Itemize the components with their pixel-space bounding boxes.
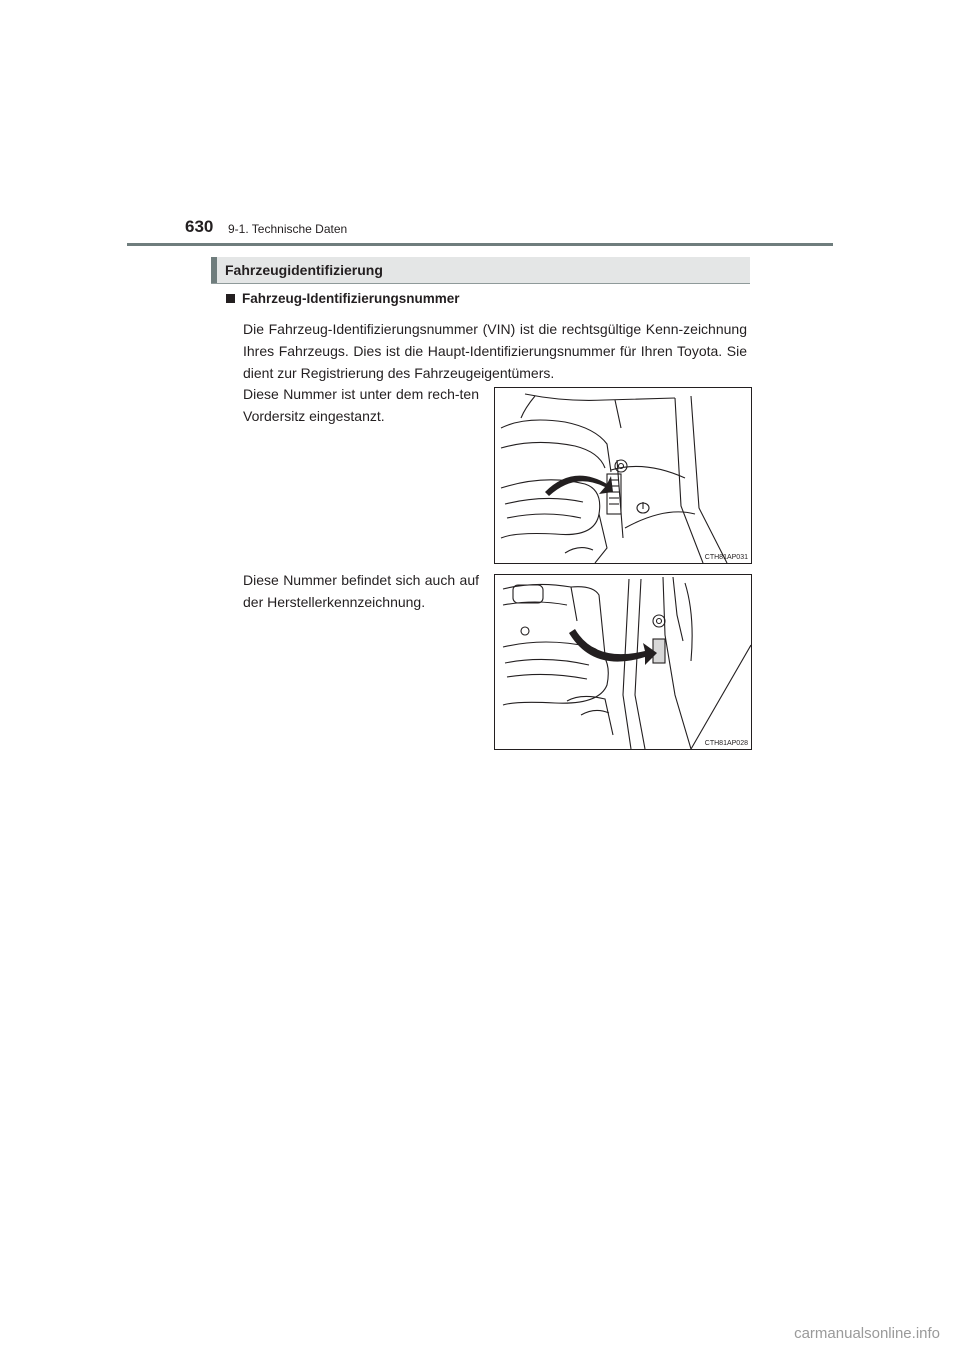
pointer-arrow-icon <box>545 476 613 496</box>
page-number: 630 <box>185 217 214 236</box>
intro-paragraph: Die Fahrzeug-Identifizierungsnummer (VIN) ist die rechtsgültige Kenn-zeichnung Ihres Fahrzeugs. Dies ist die Haupt-Identifizierungsnummer für Ihren Toyota. Sie dient zur Registrierung des Fahrzeugeigentümers. <box>243 321 747 381</box>
seat-floor-illustration <box>495 388 751 563</box>
figure-code: CTH81AP031 <box>704 554 748 561</box>
pointer-arrow-icon <box>569 629 657 665</box>
label-location-paragraph: Diese Nummer befindet sich auch auf der Herstellerkennzeichnung. <box>243 572 479 610</box>
header-rule <box>127 243 833 246</box>
section-title: Fahrzeugidentifizierung <box>225 262 383 278</box>
seat-location-paragraph: Diese Nummer ist unter dem rech-ten Vordersitz eingestanzt. <box>243 386 479 424</box>
section-accent <box>211 257 217 283</box>
figure-seat-vin <box>494 387 752 564</box>
figure-label-vin <box>494 574 752 750</box>
door-pillar-illustration <box>495 575 751 749</box>
chapter-title: 9-1. Technische Daten <box>228 222 348 236</box>
subsection-heading <box>226 291 460 306</box>
section-header <box>211 257 750 284</box>
subsection-title: Fahrzeug-Identifizierungsnummer <box>242 291 460 306</box>
figure-code: CTH81AP028 <box>704 740 748 747</box>
footer-watermark: carmanualsonline.info <box>794 1325 940 1342</box>
square-bullet-icon <box>226 294 235 303</box>
